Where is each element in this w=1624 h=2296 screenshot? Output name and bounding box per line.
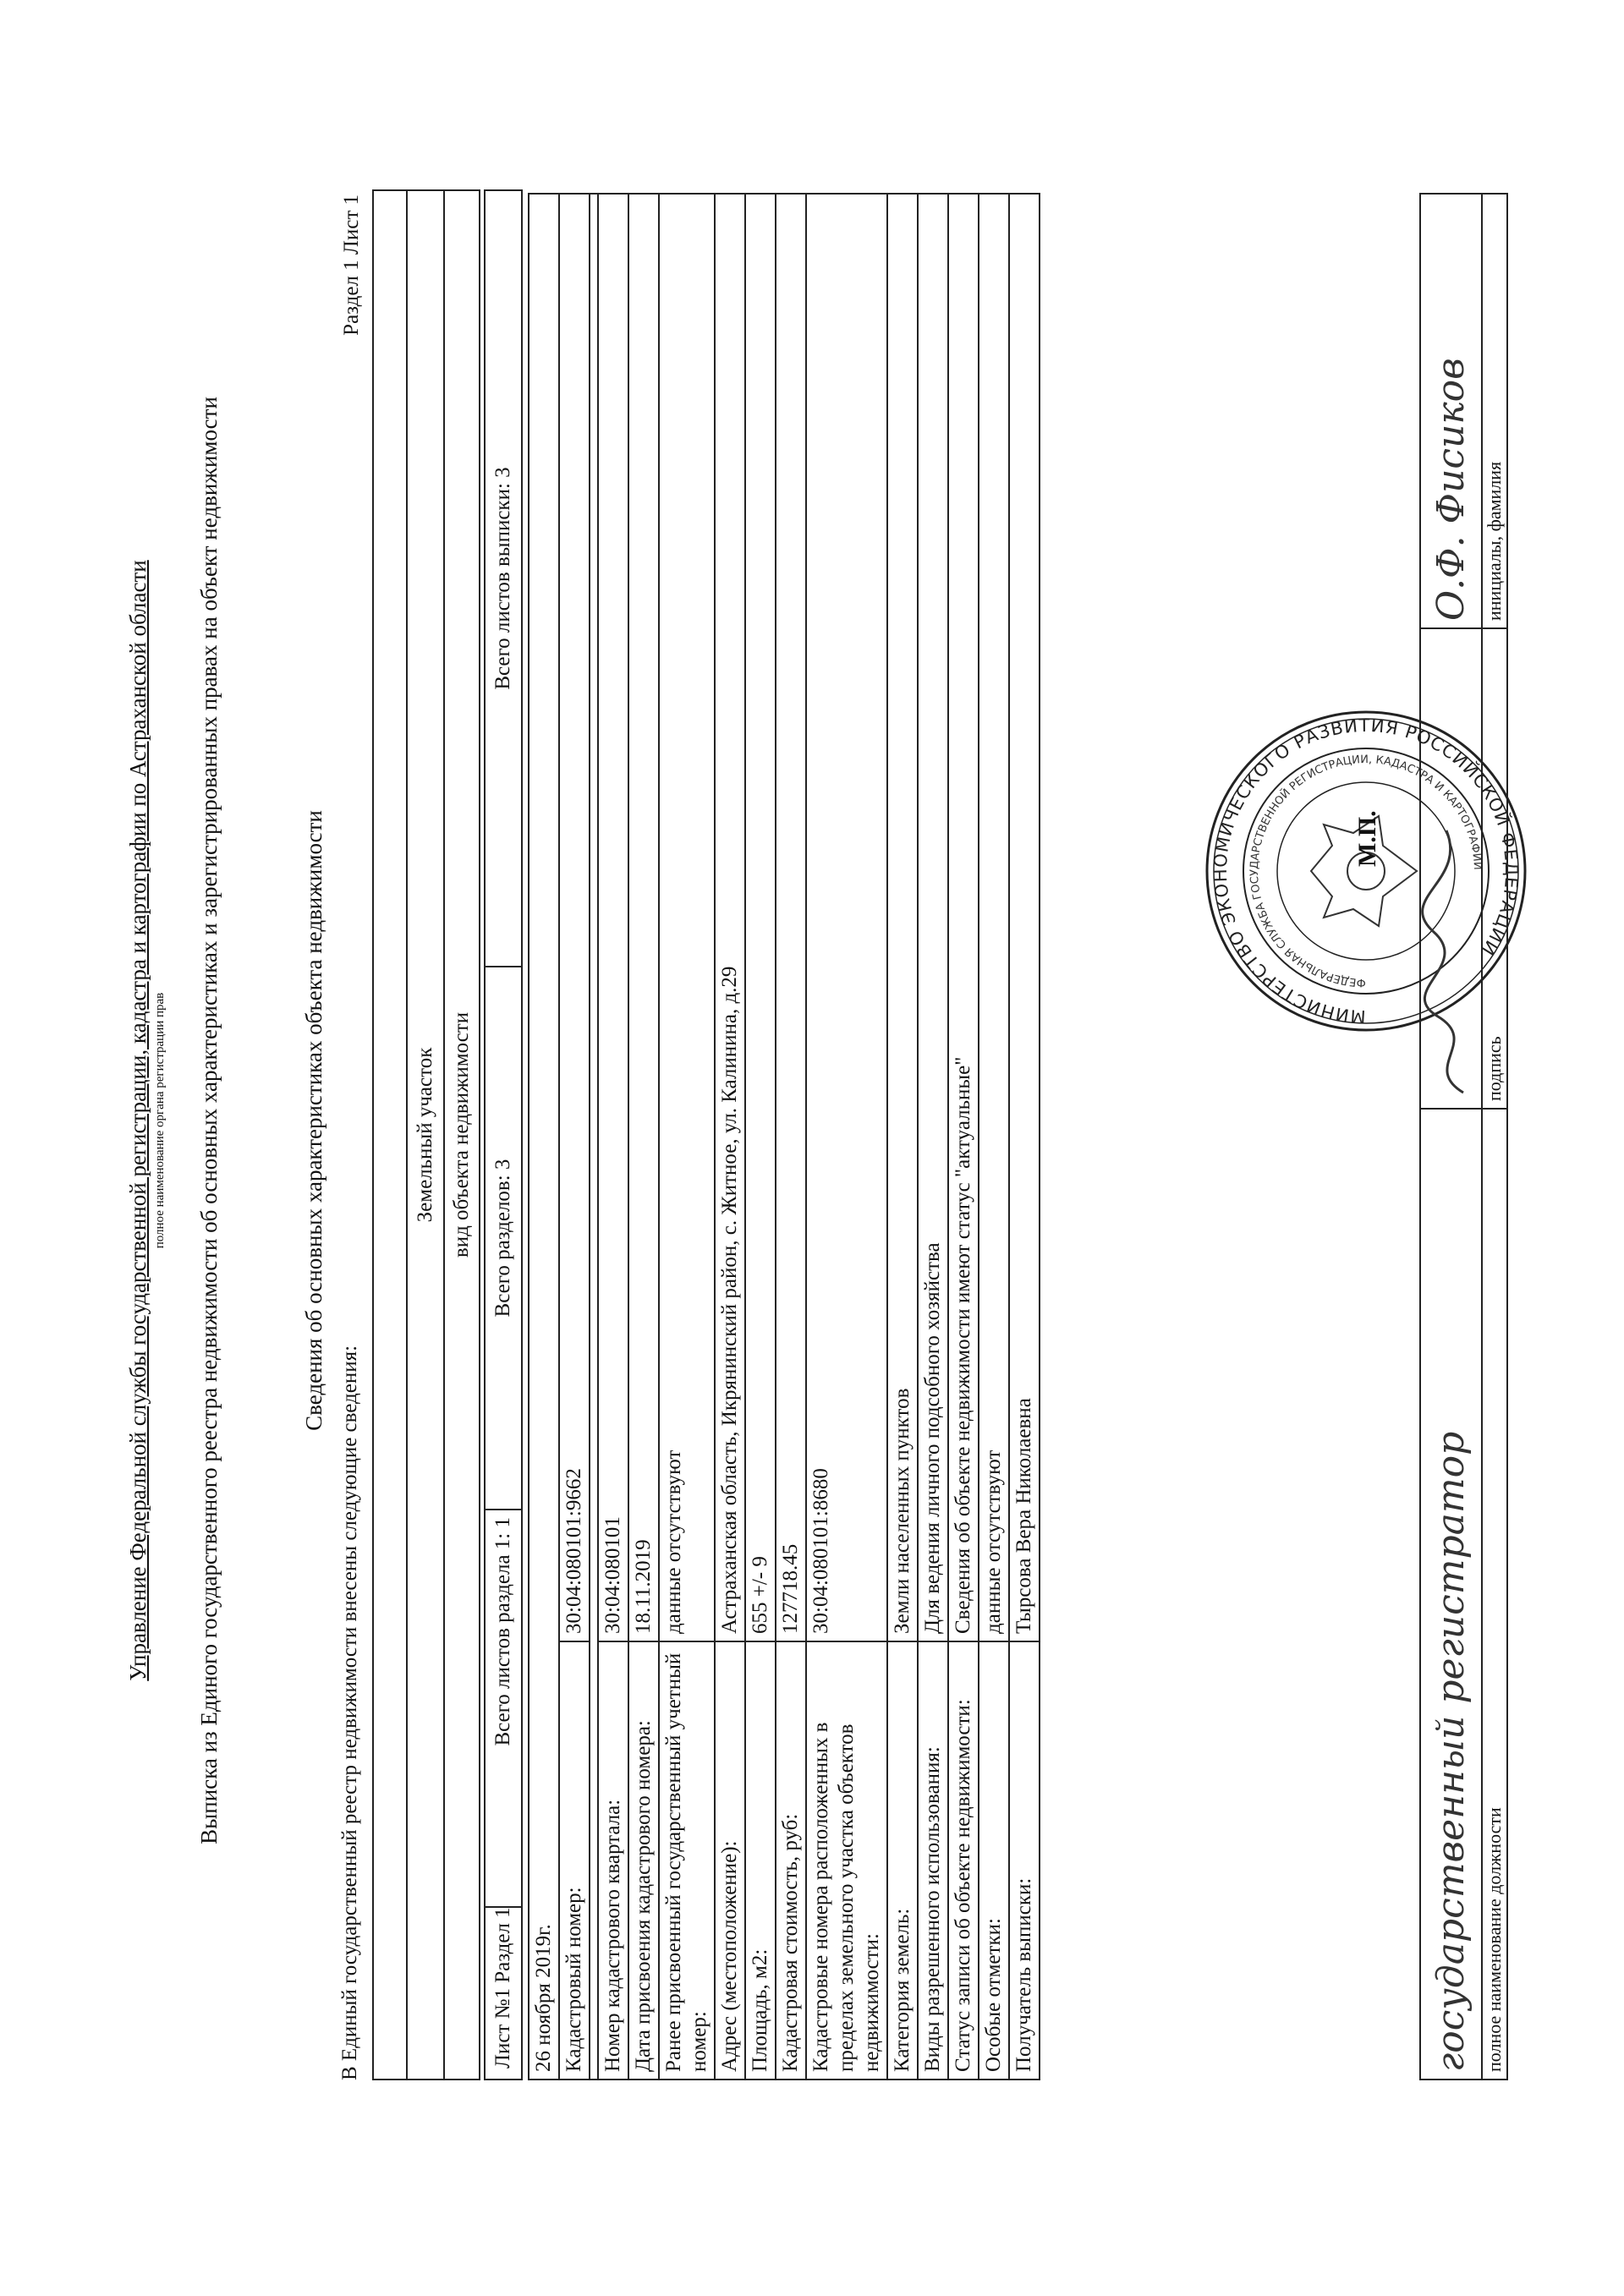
table-row <box>1009 194 1040 2080</box>
row-value: 30:04:080101 <box>598 194 628 1641</box>
agency-caption: полное наименование органа регистрации прав <box>153 992 167 1249</box>
handwritten-initials: О.Ф. Фисиков <box>1429 358 1473 621</box>
document-title: Выписка из Единого государственного реестра недвижимости об основных характеристиках и зарегистрированных правах на объект недвижимости <box>196 397 222 1844</box>
date-row <box>529 194 559 2080</box>
table-row <box>776 194 806 2080</box>
section-title: Сведения об основных характеристиках объекта недвижимости <box>301 810 326 1431</box>
agency-name: Управление Федеральной службы государственной регистрации, кадастра и картографии по Астраханской области <box>125 560 151 1681</box>
table-row <box>715 194 745 2080</box>
object-type-box <box>372 189 480 2080</box>
position-caption: полное наименование должности <box>1482 1109 1507 2080</box>
object-type-caption: вид объекта недвижимости <box>450 1011 473 1258</box>
row-label: Получатель выписки: <box>1009 1641 1040 2080</box>
row-label: Дата присвоения кадастрового номера: <box>628 1641 659 2080</box>
table-row <box>806 194 887 2080</box>
table-row <box>979 194 1009 2080</box>
row-value: Для ведения личного подсобного хозяйства <box>918 194 948 1641</box>
sheet-meta-row <box>484 189 523 2080</box>
row-label: Статус записи об объекте недвижимости: <box>948 1641 979 2080</box>
position-cell <box>1420 1109 1482 2080</box>
sheets-total: Всего листов выписки: 3 <box>491 467 514 690</box>
object-type-value: Земельный участок <box>408 191 445 2079</box>
signature-cell <box>1420 628 1482 1109</box>
row-label: Кадастровая стоимость, руб: <box>776 1641 806 2080</box>
sheets-in-section: Всего листов раздела 1: 1 <box>486 1509 521 1906</box>
row-value: Астраханская область, Икрянинский район, с. Житное, ул. Калинина, д.29 <box>715 194 745 1641</box>
table-row <box>745 194 776 2080</box>
characteristics-table <box>528 193 1040 2080</box>
row-label: Номер кадастрового квартала: <box>598 1641 628 2080</box>
gap-row <box>590 194 598 2080</box>
table-row <box>887 194 918 2080</box>
sections-total: Всего разделов: 3 <box>486 966 521 1509</box>
table-row <box>659 194 715 2080</box>
cadastral-label: Кадастровый номер: <box>559 1641 590 2080</box>
row-value: данные отсутствуют <box>659 194 715 1641</box>
blank-row <box>374 191 408 2079</box>
seal-outer-text: МИНИСТЕРСТВО ЭКОНОМИЧЕСКОГО РАЗВИТИЯ РОССИЙСКОЙ ФЕДЕРАЦИИ <box>1210 715 1522 1027</box>
row-value: 655 +/- 9 <box>745 194 776 1641</box>
initials-caption: инициалы, фамилия <box>1482 194 1507 628</box>
extract-date: 26 ноября 2019г. <box>529 194 559 2080</box>
signature-scribble-icon <box>1421 678 1475 1101</box>
signature-table <box>1419 193 1508 2080</box>
row-value: Тырсова Вера Николаевна <box>1009 194 1040 1641</box>
row-value: 127718.45 <box>776 194 806 1641</box>
table-row <box>628 194 659 2080</box>
sheet-reference: Раздел 1 Лист 1 <box>340 195 363 336</box>
row-label: Виды разрешенного использования: <box>918 1641 948 2080</box>
row-label: Площадь, м2: <box>745 1641 776 2080</box>
row-label: Адрес (местоположение): <box>715 1641 745 2080</box>
signature-caption: подпись <box>1482 628 1507 1109</box>
mp-label: М.П. <box>1353 810 1381 867</box>
intro-text: В Единый государственный реестр недвижимости внесены следующие сведения: <box>338 1345 361 2080</box>
table-row <box>948 194 979 2080</box>
row-label: Особые отметки: <box>979 1641 1009 2080</box>
cadastral-value: 30:04:080101:9662 <box>559 194 590 1641</box>
row-value: 18.11.2019 <box>628 194 659 1641</box>
seal-inner-text: ФЕДЕРАЛЬНАЯ СЛУЖБА ГОСУДАРСТВЕННОЙ РЕГИСТРАЦИИ, КАДАСТРА И КАРТОГРАФИИ <box>1248 753 1484 989</box>
sheet-label: Лист №1 Раздел 1 <box>486 1906 521 2079</box>
row-label: Ранее присвоенный государственный учетный номер: <box>659 1641 715 2080</box>
row-value: Земли населенных пунктов <box>887 194 918 1641</box>
row-label: Категория земель: <box>887 1641 918 2080</box>
row-label: Кадастровые номера расположенных в пределах земельного участка объектов недвижимости: <box>806 1641 887 2080</box>
table-row <box>598 194 628 2080</box>
initials-cell <box>1420 194 1482 628</box>
row-value: 30:04:080101:8680 <box>806 194 887 1641</box>
row-value: Сведения об объекте недвижимости имеют статус "актуальные" <box>948 194 979 1641</box>
cadastral-row <box>559 194 590 2080</box>
handwritten-position: государственный регистратор <box>1429 1431 1473 2072</box>
row-value: данные отсутствуют <box>979 194 1009 1641</box>
table-row <box>918 194 948 2080</box>
